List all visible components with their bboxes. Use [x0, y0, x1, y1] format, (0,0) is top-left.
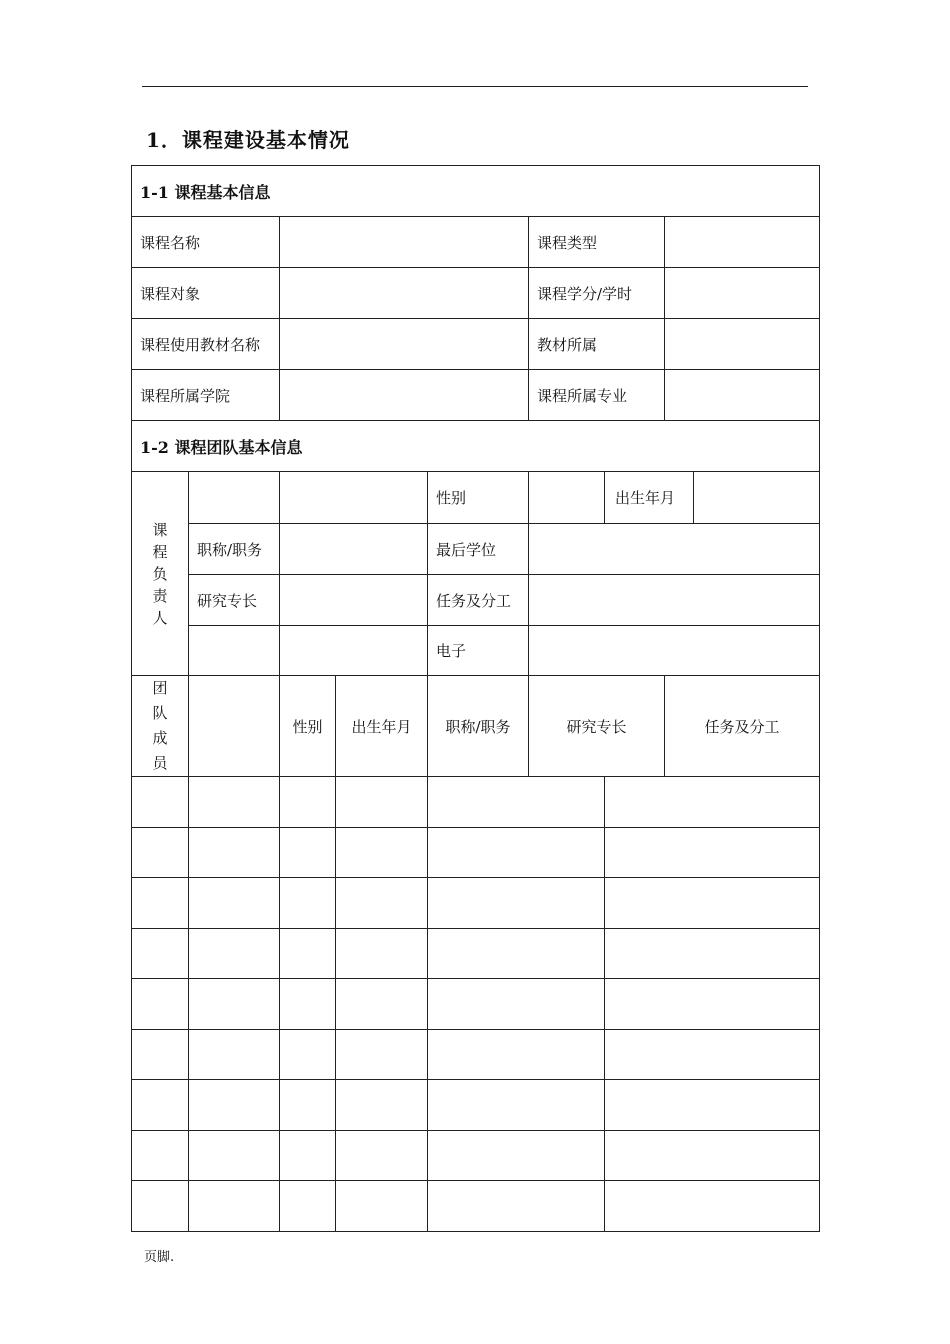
members-birth-header: 出生年月: [336, 676, 428, 777]
member-gender-field[interactable]: [189, 1181, 280, 1232]
member-row: [132, 979, 820, 1030]
member-research-field[interactable]: [428, 1029, 605, 1080]
member-title-field[interactable]: [336, 878, 428, 929]
member-title-field[interactable]: [336, 1181, 428, 1232]
major-label: 课程所属专业: [529, 370, 665, 421]
member-task-field[interactable]: [605, 928, 820, 979]
leader-research-field[interactable]: [280, 575, 428, 626]
leader-label: 课程负责人: [152, 520, 168, 627]
member-task-field[interactable]: [605, 1181, 820, 1232]
basic-row: [132, 370, 820, 421]
member-birth-field[interactable]: [280, 928, 336, 979]
members-name-header: [189, 676, 280, 777]
member-row: [132, 1029, 820, 1080]
course-credit-label: 课程学分/学时: [529, 268, 665, 319]
member-row: [132, 878, 820, 929]
member-title-field[interactable]: [336, 777, 428, 828]
member-research-field[interactable]: [428, 928, 605, 979]
course-info-table: [131, 165, 820, 1232]
member-gender-field[interactable]: [189, 1080, 280, 1131]
course-name-field[interactable]: [280, 217, 529, 268]
basic-row: [132, 217, 820, 268]
member-research-field[interactable]: [428, 878, 605, 929]
member-gender-field[interactable]: [189, 1130, 280, 1181]
member-title-field[interactable]: [336, 979, 428, 1030]
member-name-field[interactable]: [132, 878, 189, 929]
member-row: [132, 827, 820, 878]
member-gender-field[interactable]: [189, 979, 280, 1030]
college-label: 课程所属学院: [132, 370, 280, 421]
member-name-field[interactable]: [132, 777, 189, 828]
leader-gender-label: 性别: [428, 472, 529, 524]
course-target-field[interactable]: [280, 268, 529, 319]
leader-email-field[interactable]: [529, 626, 820, 676]
member-birth-field[interactable]: [280, 1181, 336, 1232]
member-row: [132, 928, 820, 979]
member-gender-field[interactable]: [189, 1029, 280, 1080]
member-row: [132, 777, 820, 828]
member-birth-field[interactable]: [280, 979, 336, 1030]
member-row: [132, 1181, 820, 1232]
member-task-field[interactable]: [605, 1029, 820, 1080]
member-birth-field[interactable]: [280, 878, 336, 929]
leader-title-label: 职称/职务: [189, 524, 280, 575]
member-title-field[interactable]: [336, 1130, 428, 1181]
leader-degree-label: 最后学位: [428, 524, 529, 575]
leader-name-field[interactable]: [280, 472, 428, 524]
member-research-field[interactable]: [428, 1181, 605, 1232]
section-title: 1．课程建设基本情况: [146, 128, 350, 152]
member-name-field[interactable]: [132, 1029, 189, 1080]
leader-title-field[interactable]: [280, 524, 428, 575]
member-birth-field[interactable]: [280, 777, 336, 828]
member-task-field[interactable]: [605, 878, 820, 929]
member-name-field[interactable]: [132, 1080, 189, 1131]
leader-row: [132, 524, 820, 575]
members-task-header: 任务及分工: [665, 676, 820, 777]
basic-info-header: 1-1 课程基本信息: [132, 166, 820, 217]
leader-task-field[interactable]: [529, 575, 820, 626]
member-row: [132, 1130, 820, 1181]
basic-info-header-row: [132, 166, 820, 217]
member-task-field[interactable]: [605, 827, 820, 878]
member-gender-field[interactable]: [189, 777, 280, 828]
course-target-label: 课程对象: [132, 268, 280, 319]
member-birth-field[interactable]: [280, 1130, 336, 1181]
member-birth-field[interactable]: [280, 1080, 336, 1131]
member-task-field[interactable]: [605, 1130, 820, 1181]
textbook-name-label: 课程使用教材名称: [132, 319, 280, 370]
leader-row: [132, 472, 820, 524]
basic-row: [132, 268, 820, 319]
member-title-field[interactable]: [336, 827, 428, 878]
member-title-field[interactable]: [336, 1029, 428, 1080]
member-name-field[interactable]: [132, 1130, 189, 1181]
member-birth-field[interactable]: [280, 1029, 336, 1080]
member-task-field[interactable]: [605, 1080, 820, 1131]
member-rows: [132, 777, 820, 1232]
page-footer: 页脚.: [144, 1250, 175, 1265]
leader-birth-split: [605, 472, 820, 524]
leader-degree-field[interactable]: [529, 524, 820, 575]
course-credit-field[interactable]: [665, 268, 820, 319]
member-task-field[interactable]: [605, 979, 820, 1030]
member-name-field[interactable]: [132, 827, 189, 878]
leader-email-label: 电子: [428, 626, 529, 676]
member-research-field[interactable]: [428, 1080, 605, 1131]
textbook-owner-field[interactable]: [665, 319, 820, 370]
members-header-row: [132, 676, 820, 777]
member-gender-field[interactable]: [189, 827, 280, 878]
members-gender-header: 性别: [280, 676, 336, 777]
leader-research-label: 研究专长: [189, 575, 280, 626]
members-label-cell: [132, 676, 189, 777]
college-field[interactable]: [280, 370, 529, 421]
members-research-header: 研究专长: [529, 676, 665, 777]
member-research-field[interactable]: [428, 979, 605, 1030]
leader-gender-field[interactable]: [529, 472, 605, 524]
textbook-name-field[interactable]: [280, 319, 529, 370]
member-name-field[interactable]: [132, 928, 189, 979]
leader-blank-label[interactable]: [189, 626, 280, 676]
member-title-field[interactable]: [336, 928, 428, 979]
member-name-field[interactable]: [132, 979, 189, 1030]
member-row: [132, 1080, 820, 1131]
team-info-header-row: [132, 421, 820, 472]
major-field[interactable]: [665, 370, 820, 421]
members-label: 团队成员: [152, 679, 168, 772]
leader-blank-field[interactable]: [280, 626, 428, 676]
member-birth-field[interactable]: [280, 827, 336, 878]
leader-row: [132, 626, 820, 676]
member-research-field[interactable]: [428, 777, 605, 828]
leader-task-label: 任务及分工: [428, 575, 529, 626]
team-info-header: 1-2 课程团队基本信息: [132, 421, 820, 472]
textbook-owner-label: 教材所属: [529, 319, 665, 370]
member-gender-field[interactable]: [189, 928, 280, 979]
member-title-field[interactable]: [336, 1080, 428, 1131]
basic-row: [132, 319, 820, 370]
member-research-field[interactable]: [428, 827, 605, 878]
member-name-field[interactable]: [132, 1181, 189, 1232]
leader-name-label-field[interactable]: [189, 472, 280, 524]
member-gender-field[interactable]: [189, 878, 280, 929]
member-task-field[interactable]: [605, 777, 820, 828]
course-name-label: 课程名称: [132, 217, 280, 268]
leader-label-cell: [132, 472, 189, 676]
members-title-header: 职称/职务: [428, 676, 529, 777]
member-research-field[interactable]: [428, 1130, 605, 1181]
course-type-field[interactable]: [665, 217, 820, 268]
leader-row: [132, 575, 820, 626]
leader-birth-field[interactable]: [694, 472, 819, 523]
course-type-label: 课程类型: [529, 217, 665, 268]
header-rule: [142, 86, 808, 87]
leader-birth-label: 出生年月: [605, 472, 694, 523]
